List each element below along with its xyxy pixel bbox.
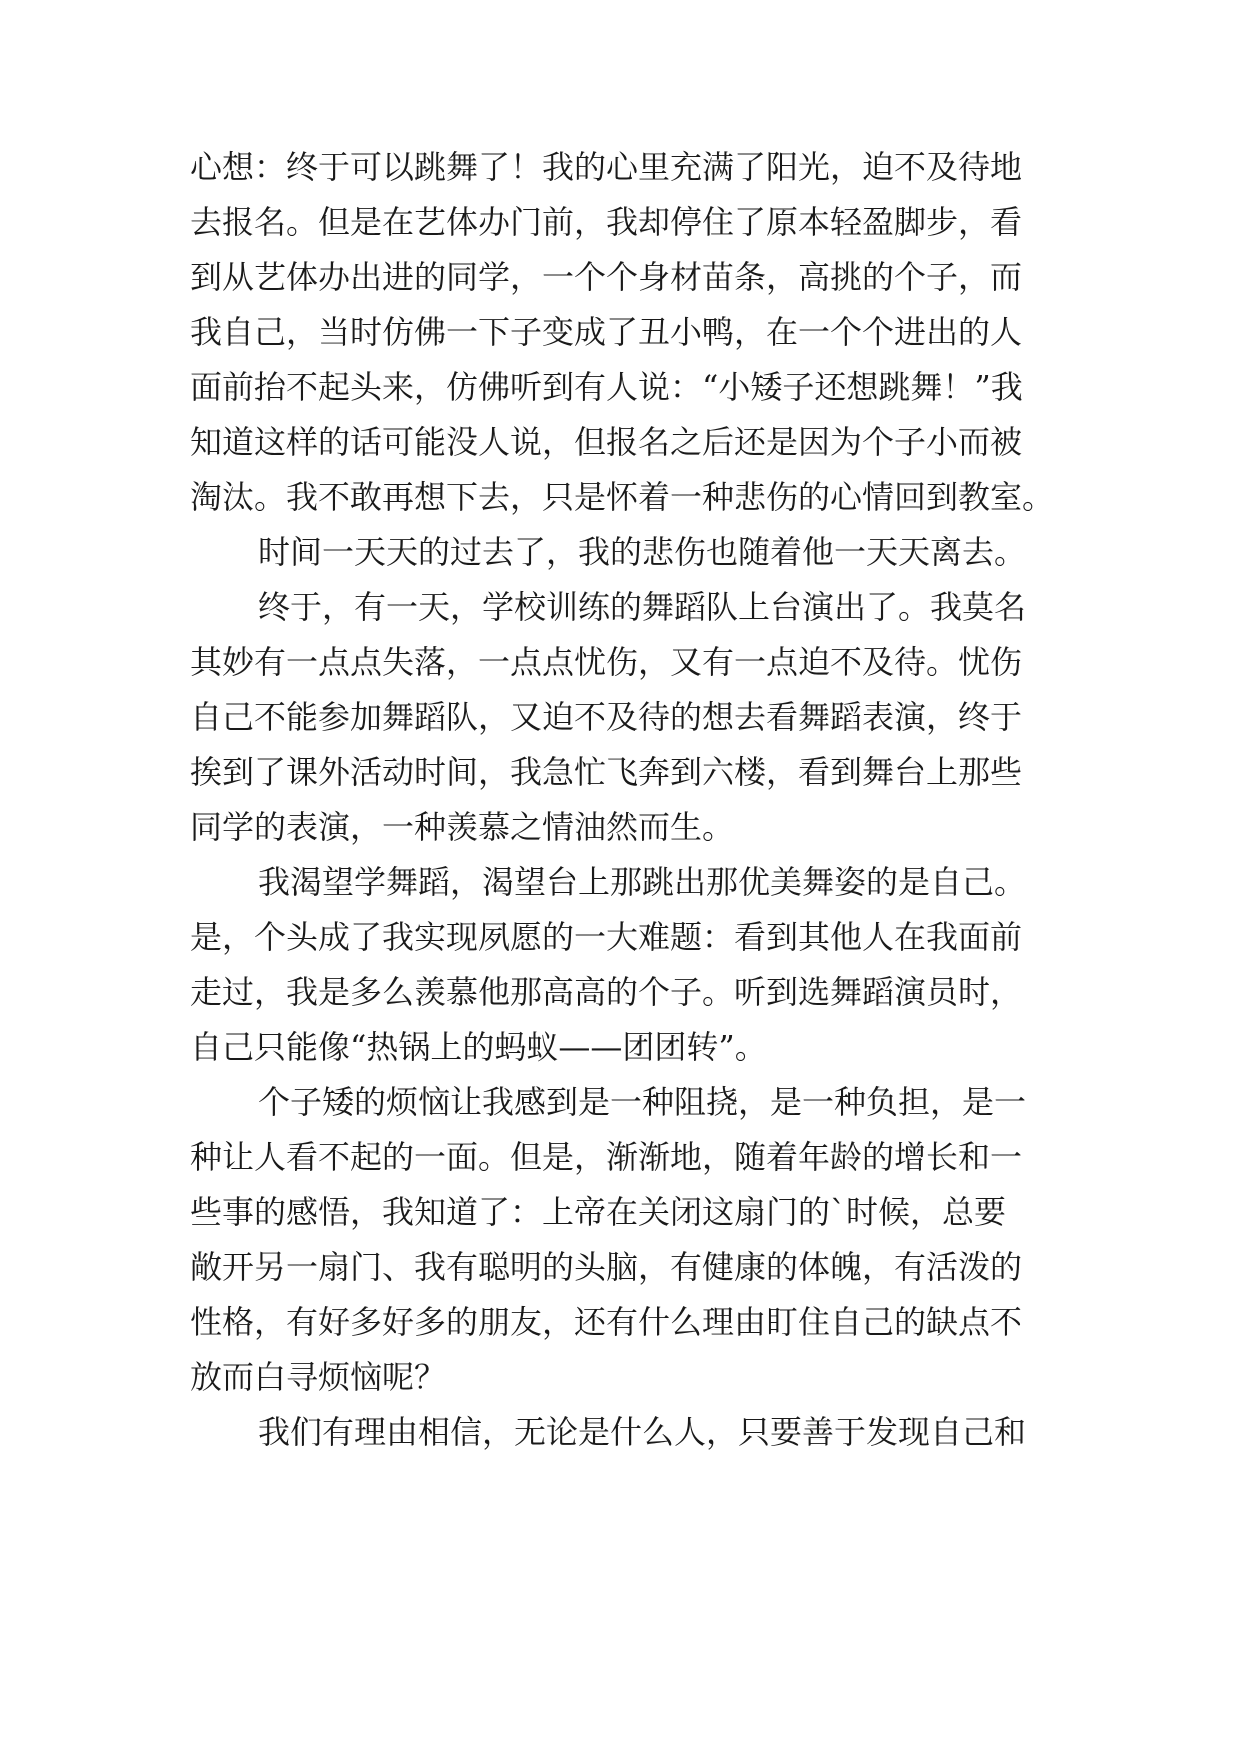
text-line: 走过，我是多么羡慕他那高高的个子。听到选舞蹈演员时， (190, 973, 1023, 1011)
text-line: 我自己，当时仿佛一下子变成了丑小鸭，在一个个进出的人 (190, 313, 1023, 351)
text-line: 性格，有好多好多的朋友，还有什么理由盯住自己的缺点不 (190, 1303, 1023, 1341)
text-line: 到从艺体办出进的同学，一个个身材苗条，高挑的个子，而 (190, 258, 1023, 296)
text-line: 放而白寻烦恼呢？ (190, 1358, 447, 1396)
paragraph-first-line: 终于，有一天，学校训练的舞蹈队上台演出了。我莫名 (258, 588, 1027, 626)
text-line: 敞开另一扇门、我有聪明的头脑，有健康的体魄，有活泼的 (190, 1248, 1023, 1286)
paragraph-first-line: 我渴望学舞蹈，渴望台上那跳出那优美舞姿的是自己。 (258, 863, 1027, 901)
text-line: 淘汰。我不敢再想下去，只是怀着一种悲伤的心情回到教室。 (190, 478, 1055, 516)
text-line: 去报名。但是在艺体办门前，我却停住了原本轻盈脚步，看 (190, 203, 1023, 241)
text-line: 种让人看不起的一面。但是，渐渐地，随着年龄的增长和一 (190, 1138, 1023, 1176)
text-line: 是，个头成了我实现夙愿的一大难题：看到其他人在我面前 (190, 918, 1023, 956)
paragraph-first-line: 时间一天天的过去了，我的悲伤也随着他一天天离去。 (258, 533, 1027, 571)
text-line: 知道这样的话可能没人说，但报名之后还是因为个子小而被 (190, 423, 1023, 461)
text-line: 挨到了课外活动时间，我急忙飞奔到六楼，看到舞台上那些 (190, 753, 1023, 791)
paragraph-first-line: 我们有理由相信，无论是什么人，只要善于发现自己和 (258, 1413, 1027, 1451)
text-line: 其妙有一点点失落，一点点忧伤，又有一点迫不及待。忧伤 (190, 643, 1023, 681)
text-line: 面前抬不起头来，仿佛听到有人说：“小矮子还想跳舞！”我 (190, 368, 1023, 406)
text-line: 自己只能像“热锅上的蚂蚁——团团转”。 (190, 1028, 767, 1066)
paragraph-first-line: 个子矮的烦恼让我感到是一种阻挠，是一种负担，是一 (258, 1083, 1027, 1121)
text-line: 自己不能参加舞蹈队，又迫不及待的想去看舞蹈表演，终于 (190, 698, 1023, 736)
text-line: 心想：终于可以跳舞了！我的心里充满了阳光，迫不及待地 (190, 148, 1023, 186)
text-line: 同学的表演，一种羡慕之情油然而生。 (190, 808, 735, 846)
text-line: 些事的感悟，我知道了：上帝在关闭这扇门的`时候，总要 (190, 1193, 1007, 1231)
